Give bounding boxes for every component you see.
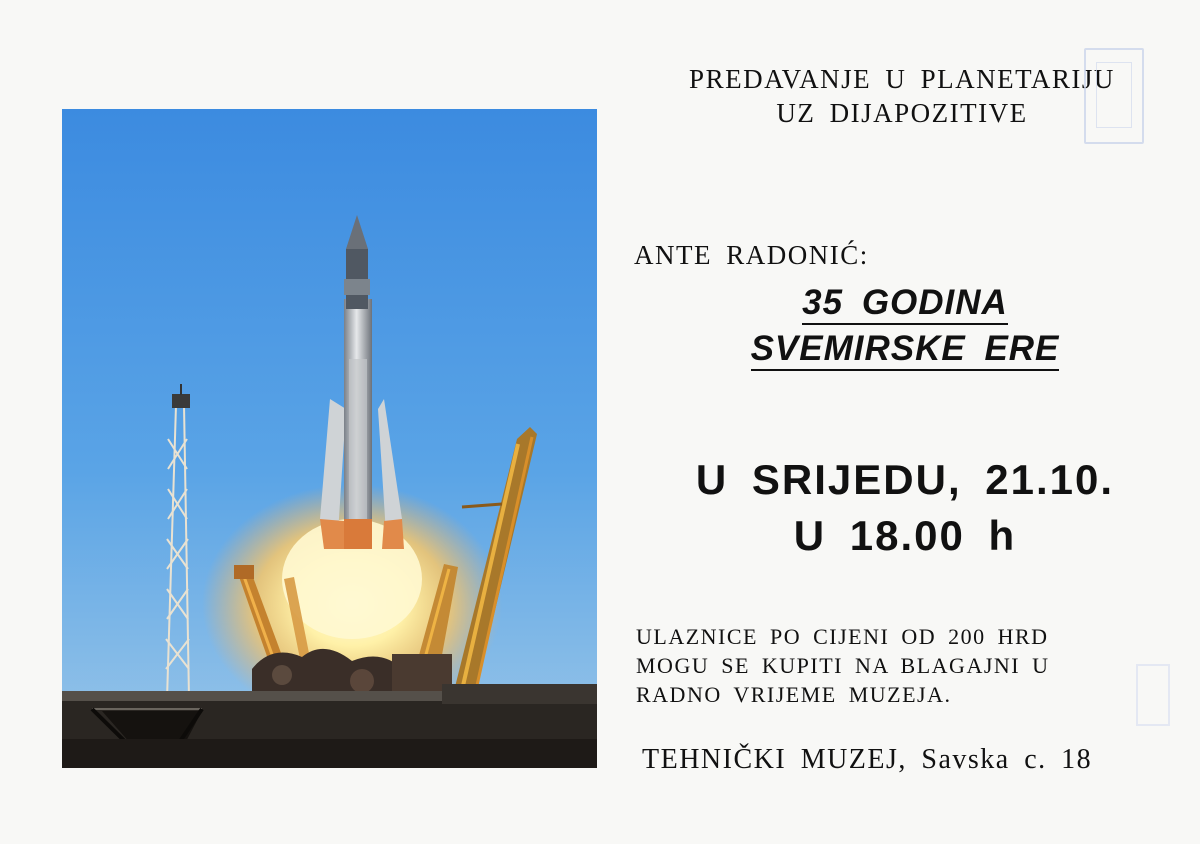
lecture-title-line-1: 35 GODINA (802, 283, 1008, 325)
lecturer-name: ANTE RADONIĆ: (634, 240, 869, 270)
header-line-1: PREDAVANJE U PLANETARIJU (689, 64, 1115, 94)
rocket-launch-photo (62, 109, 597, 768)
lecture-title-line-2: SVEMIRSKE ERE (751, 329, 1060, 371)
header-line-2: UZ DIJAPOZITIVE (776, 98, 1028, 128)
ticket-info (636, 622, 1050, 709)
ticket-info-line-3: RADNO VRIJEME MUZEJA. (636, 682, 952, 707)
venue-address: TEHNIČKI MUZEJ, Savska c. 18 (642, 744, 1093, 775)
rocket-launch-illustration (62, 109, 597, 768)
event-time: U 18.00 h (793, 512, 1017, 559)
archive-stamp (1084, 48, 1144, 144)
event-date: U SRIJEDU, 21.10. (695, 456, 1115, 503)
archive-stamp-small (1136, 664, 1170, 726)
ticket-info-line-1: ULAZNICE PO CIJENI OD 200 HRD (636, 624, 1049, 649)
event-schedule (612, 452, 1198, 564)
ticket-info-line-2: MOGU SE KUPITI NA BLAGAJNI U (636, 653, 1050, 678)
lecture-title (640, 280, 1170, 372)
